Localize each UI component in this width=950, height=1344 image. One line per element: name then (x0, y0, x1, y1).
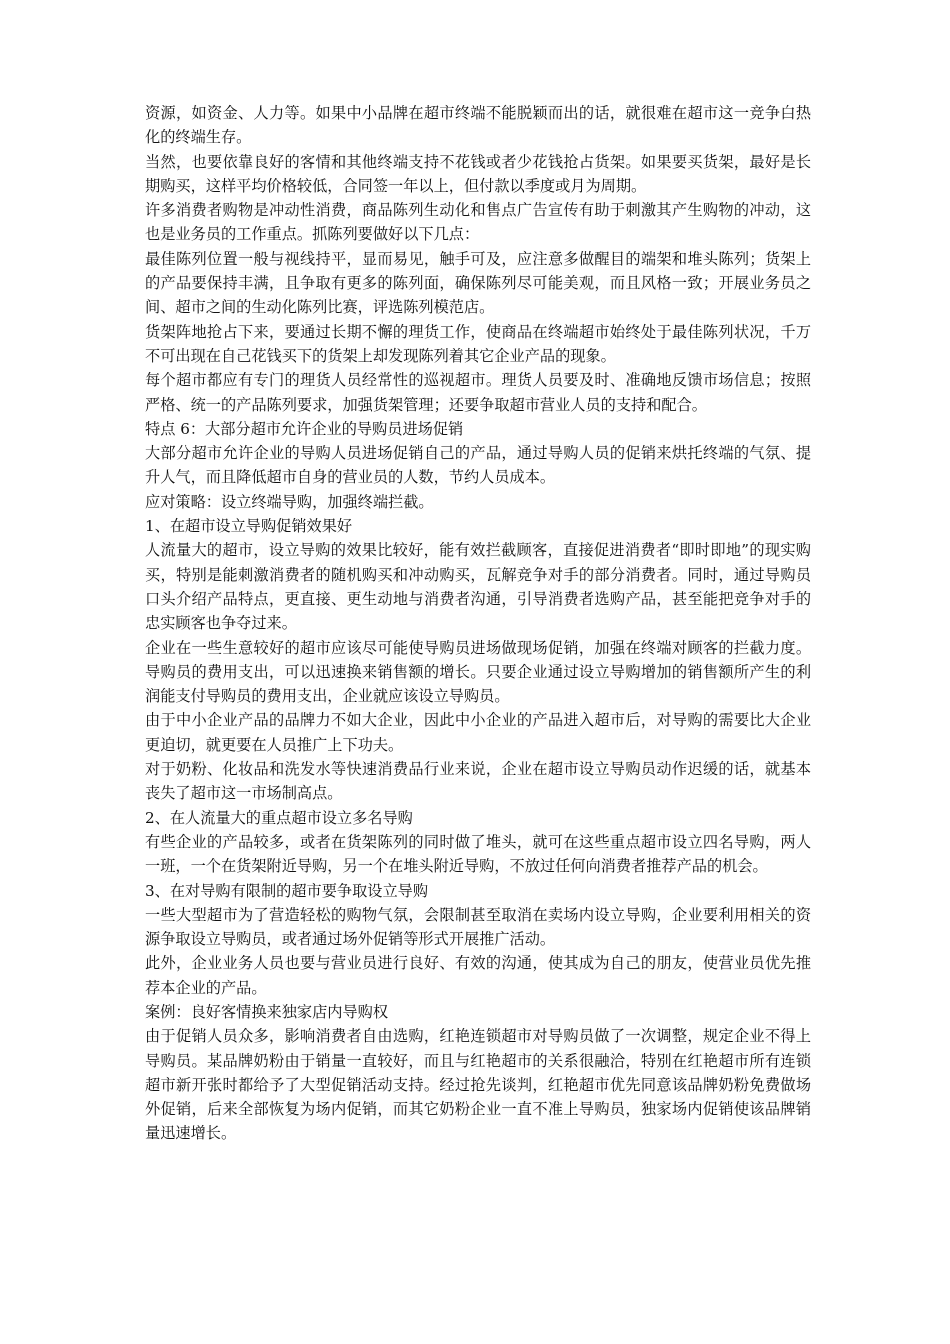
paragraph-smes: 由于中小企业产品的品牌力不如大企业，因此中小企业的产品进入超市后，对导购的需要比大企业更迫切，就更要在人员推广上下功夫。 (145, 711, 811, 754)
paragraph-fmcg: 对于奶粉、化妆品和洗发水等快速消费品行业来说，企业在超市设立导购员动作迟缓的话，就基本丧失了超市这一市场制高点。 (145, 760, 811, 803)
paragraph-onsite-promotion: 企业在一些生意较好的超市应该尽可能使导购员进场做现场促销，加强在终端对顾客的拦截力度。导购员的费用支出，可以迅速换来销售额的增长。只要企业通过设立导购增加的销售额所产生的利润能支付导购员的费用支出，企业就应该设立导购员。 (145, 638, 811, 706)
paragraph-staff-relations: 此外，企业业务人员也要与营业员进行良好、有效的沟通，使其成为自己的朋友，使营业员优先推荐本企业的产品。 (145, 954, 811, 997)
heading-point-3: 3、在对导购有限制的超市要争取设立导购 (145, 881, 429, 900)
paragraph-promoters-allowed: 大部分超市允许企业的导购人员进场促销自己的产品，通过导购人员的促销来烘托终端的气氛、提升人气，而且降低超市自身的营业员的人数，节约人员成本。 (145, 444, 811, 487)
paragraph-shelf-maintenance: 货架阵地抢占下来，要通过长期不懈的理货工作，使商品在终端超市始终处于最佳陈列状况，千万不可出现在自己花钱买下的货架上却发现陈列着其它企业产品的现象。 (145, 322, 811, 365)
paragraph-multiple-promoters: 有些企业的产品较多，或者在货架陈列的同时做了堆头，就可在这些重点超市设立四名导购，两人一班，一个在货架附近导购，另一个在堆头附近导购，不放过任何向消费者推荐产品的机会。 (145, 832, 811, 876)
paragraph-case-detail: 由于促销人员众多，影响消费者自由选购，红艳连锁超市对导购员做了一次调整，规定企业不得上导购员。某品牌奶粉由于销量一直较好，而且与红艳超市的关系很融洽，特别在红艳超市所有连锁超市新开张时都给予了大型促销活动支持。经过抢先谈判，红艳超市优先同意该品牌奶粉免费做场外促销，后来全部恢复为场内促销，而其它奶粉企业一直不准上导购员，独家场内促销使该品牌销量迅速增长。 (145, 1027, 811, 1143)
paragraph-high-traffic: 人流量大的超市，设立导购的效果比较好，能有效拦截顾客，直接促进消费者“即时即地”的现实购买，特别是能刺激消费者的随机购买和冲动购买，瓦解竞争对手的部分消费者。同时，通过导购员口头介绍产品特点，更直接、更生动地与消费者沟通，引导消费者选购产品，甚至能把竞争对手的忠实顾客也争夺过来。 (145, 541, 811, 633)
paragraph-restricted-stores: 一些大型超市为了营造轻松的购物气氛，会限制甚至取消在卖场内设立导购，企业要利用相关的资源争取设立导购员，或者通过场外促销等形式开展推广活动。 (145, 905, 811, 949)
document-page (145, 101, 811, 1146)
paragraph-display-tips: 最佳陈列位置一般与视线持平，显而易见，触手可及，应注意多做醒目的端架和堆头陈列；货架上的产品要保持丰满，且争取有更多的陈列面，确保陈列尽可能美观，而且风格一致；开展业务员之间、超市之间的生动化陈列比赛，评选陈列模范店。 (145, 249, 811, 317)
heading-feature-6: 特点 6：大部分超市允许企业的导购员进场促销 (145, 419, 464, 438)
paragraph-merchandisers: 每个超市都应有专门的理货人员经常性的巡视超市。理货人员要及时、准确地反馈市场信息；按照严格、统一的产品陈列要求，加强货架管理；还要争取超市营业人员的支持和配合。 (145, 371, 811, 414)
paragraph-resources: 资源，如资金、人力等。如果中小品牌在超市终端不能脱颖而出的话，就很难在超市这一竞争白热化的终端生存。 (145, 104, 811, 147)
heading-point-2: 2、在人流量大的重点超市设立多名导购 (145, 808, 413, 827)
heading-point-1: 1、在超市设立导购促销效果好 (145, 517, 353, 536)
paragraph-strategy: 应对策略：设立终端导购，加强终端拦截。 (145, 492, 434, 511)
paragraph-impulse-buying: 许多消费者购物是冲动性消费，商品陈列生动化和售点广告宣传有助于刺激其产生购物的冲动，这也是业务员的工作重点。抓陈列要做好以下几点： (145, 201, 811, 244)
paragraph-shelf-purchase: 当然，也要依靠良好的客情和其他终端支持不花钱或者少花钱抢占货架。如果要买货架，最好是长期购买，这样平均价格较低，合同签一年以上，但付款以季度或月为周期。 (145, 152, 811, 195)
heading-case: 案例：良好客情换来独家店内导购权 (145, 1002, 388, 1021)
